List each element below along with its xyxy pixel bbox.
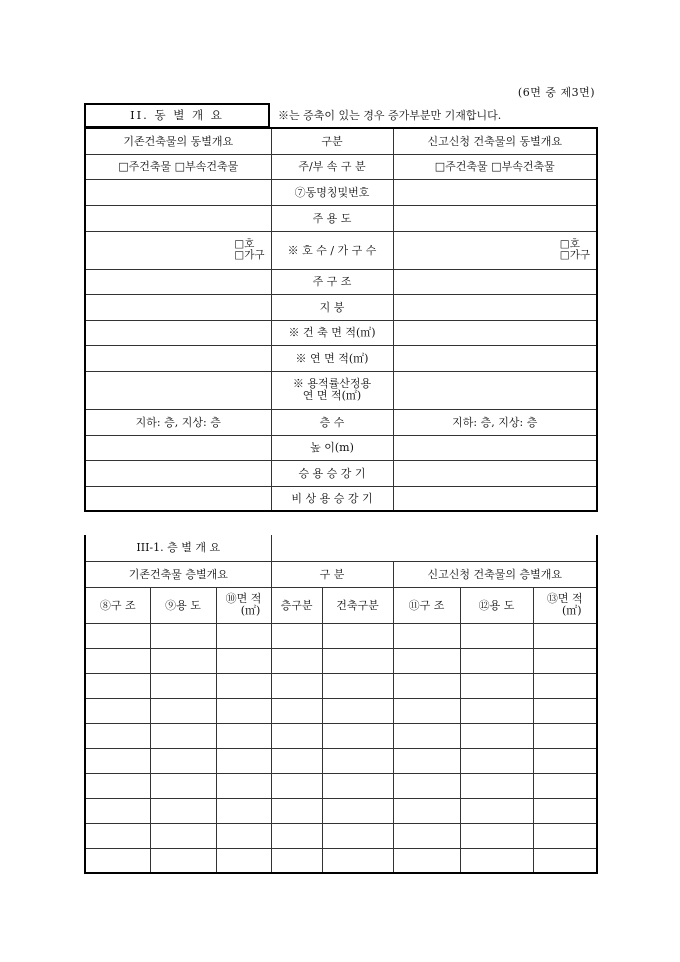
floor-row <box>85 723 597 748</box>
area-13-header <box>533 587 597 623</box>
main-sub-label: 주/부 속 구 분 <box>271 154 393 179</box>
far-area-label <box>271 371 393 409</box>
main-use-label: 주 용 도 <box>271 205 393 231</box>
section3-title-blank <box>271 535 597 561</box>
table-cell[interactable] <box>460 623 533 648</box>
table-cell[interactable] <box>216 823 271 848</box>
division-header: 구분 <box>271 128 393 154</box>
table-cell[interactable] <box>460 748 533 773</box>
building-div-header: 건축구분 <box>322 587 393 623</box>
area-13-header-line1: ⑬면 적 <box>546 592 583 605</box>
table-cell[interactable] <box>533 773 597 798</box>
units-label: ※ 호 수 / 가 구 수 <box>271 231 393 269</box>
reported-main-use-field[interactable] <box>393 205 597 231</box>
table-cell[interactable] <box>216 673 271 698</box>
existing-total-floor-area-field[interactable] <box>85 345 271 371</box>
floor-row <box>85 848 597 873</box>
table-cell[interactable] <box>271 723 322 748</box>
table-cell[interactable] <box>533 848 597 873</box>
existing-building-header: 기존건축물의 동별개요 <box>85 128 271 154</box>
table-cell[interactable] <box>85 823 150 848</box>
floor-row <box>85 823 597 848</box>
table-cell[interactable] <box>393 823 460 848</box>
table-cell[interactable] <box>216 798 271 823</box>
table-cell[interactable] <box>271 698 322 723</box>
table-cell[interactable] <box>393 798 460 823</box>
existing-building-name-field[interactable] <box>85 179 271 205</box>
floor-div-header: 층구분 <box>271 587 322 623</box>
table-cell[interactable] <box>271 848 322 873</box>
floor-division-header: 구 분 <box>271 561 393 587</box>
existing-emergency-elevator-field[interactable] <box>85 486 271 511</box>
table-cell[interactable] <box>271 798 322 823</box>
table-cell[interactable] <box>271 648 322 673</box>
floors-label: 층 수 <box>271 409 393 435</box>
table-cell[interactable] <box>393 773 460 798</box>
table-cell[interactable] <box>393 698 460 723</box>
table-cell[interactable] <box>271 773 322 798</box>
table-cell[interactable] <box>393 623 460 648</box>
table-cell[interactable] <box>322 673 393 698</box>
existing-main-sub-checkboxes[interactable]: □주건축물 □부속건축물 <box>85 154 271 179</box>
table-cell[interactable] <box>322 698 393 723</box>
section2-note: ※는 증축이 있는 경우 증가부분만 기재합니다. <box>278 109 502 122</box>
table-cell[interactable] <box>150 623 216 648</box>
table-cell[interactable] <box>322 798 393 823</box>
table-cell[interactable] <box>533 698 597 723</box>
reported-elevator-field[interactable] <box>393 460 597 486</box>
area-10-header-line2: (㎡) <box>240 604 261 617</box>
section3-title: III-1. 층 별 개 요 <box>85 535 271 561</box>
existing-floors-field[interactable]: 지하: 층, 지상: 층 <box>85 409 271 435</box>
table-cell[interactable] <box>460 698 533 723</box>
floor-row <box>85 798 597 823</box>
table-cell[interactable] <box>533 648 597 673</box>
reported-unit-type-checkboxes[interactable] <box>560 239 596 261</box>
structure-8-header: ⑧구 조 <box>85 587 150 623</box>
table-cell[interactable] <box>533 798 597 823</box>
table-cell[interactable] <box>85 748 150 773</box>
table-cell[interactable] <box>322 723 393 748</box>
table-cell[interactable] <box>216 773 271 798</box>
elevator-label: 승 용 승 강 기 <box>271 460 393 486</box>
unit-ho-checkbox[interactable]: □호 <box>234 238 255 250</box>
table-cell[interactable] <box>85 648 150 673</box>
reported-height-field[interactable] <box>393 435 597 460</box>
reported-structure-field[interactable] <box>393 269 597 294</box>
area-13-header-line2: (㎡) <box>561 604 582 617</box>
reported-building-header: 신고신청 건축물의 동별개요 <box>393 128 597 154</box>
floor-existing-header: 기존건축물 층별개요 <box>85 561 271 587</box>
table-cell[interactable] <box>460 773 533 798</box>
existing-structure-field[interactable] <box>85 269 271 294</box>
reported-roof-field[interactable] <box>393 294 597 320</box>
table-cell[interactable] <box>460 723 533 748</box>
table-cell[interactable] <box>150 773 216 798</box>
reported-emergency-elevator-field[interactable] <box>393 486 597 511</box>
table-cell[interactable] <box>533 723 597 748</box>
existing-unit-type-checkboxes[interactable] <box>234 239 270 261</box>
unit-ho-checkbox[interactable]: □호 <box>559 238 580 250</box>
table-cell[interactable] <box>150 648 216 673</box>
table-cell[interactable] <box>85 723 150 748</box>
reported-units-field[interactable] <box>393 231 597 269</box>
use-9-header: ⑨용 도 <box>150 587 216 623</box>
total-floor-area-label: ※ 연 면 적(㎡) <box>271 345 393 371</box>
reported-far-area-field[interactable] <box>393 371 597 409</box>
table-cell[interactable] <box>85 623 150 648</box>
table-cell[interactable] <box>271 823 322 848</box>
table-cell[interactable] <box>322 823 393 848</box>
floor-row <box>85 623 597 648</box>
table-cell[interactable] <box>393 723 460 748</box>
reported-building-area-field[interactable] <box>393 320 597 345</box>
table-cell[interactable] <box>85 773 150 798</box>
table-cell[interactable] <box>460 848 533 873</box>
structure-label: 주 구 조 <box>271 269 393 294</box>
table-cell[interactable] <box>216 648 271 673</box>
table-cell[interactable] <box>216 723 271 748</box>
table-cell[interactable] <box>271 623 322 648</box>
reported-total-floor-area-field[interactable] <box>393 345 597 371</box>
floor-row <box>85 748 597 773</box>
table-cell[interactable] <box>322 848 393 873</box>
table-cell[interactable] <box>322 773 393 798</box>
table-cell[interactable] <box>533 823 597 848</box>
table-cell[interactable] <box>393 673 460 698</box>
structure-11-header: ⑪구 조 <box>393 587 460 623</box>
area-10-header-line1: ⑩면 적 <box>225 592 262 605</box>
far-area-label-line2: 연 면 적(㎡) <box>302 389 362 402</box>
height-label: 높 이(m) <box>271 435 393 460</box>
reported-floors-field[interactable]: 지하: 층, 지상: 층 <box>393 409 597 435</box>
table-cell[interactable] <box>393 748 460 773</box>
table-cell[interactable] <box>85 848 150 873</box>
floor-row <box>85 673 597 698</box>
table-cell[interactable] <box>150 798 216 823</box>
section2-title: II. 동 별 개 요 <box>84 103 270 128</box>
table-cell[interactable] <box>85 798 150 823</box>
floor-row <box>85 648 597 673</box>
table-cell[interactable] <box>85 673 150 698</box>
table-cell[interactable] <box>533 623 597 648</box>
floor-row <box>85 773 597 798</box>
table-cell[interactable] <box>216 748 271 773</box>
table-cell[interactable] <box>460 798 533 823</box>
table-cell[interactable] <box>216 698 271 723</box>
floor-overview-table <box>84 535 598 874</box>
existing-units-field[interactable] <box>85 231 271 269</box>
reported-main-sub-checkboxes[interactable]: □주건축물 □부속건축물 <box>393 154 597 179</box>
table-cell[interactable] <box>150 673 216 698</box>
table-cell[interactable] <box>150 823 216 848</box>
table-cell[interactable] <box>150 723 216 748</box>
table-cell[interactable] <box>393 848 460 873</box>
table-cell[interactable] <box>322 748 393 773</box>
table-cell[interactable] <box>271 748 322 773</box>
table-cell[interactable] <box>271 673 322 698</box>
emergency-elevator-label: 비 상 용 승 강 기 <box>271 486 393 511</box>
table-cell[interactable] <box>393 648 460 673</box>
unit-gagu-checkbox[interactable]: □가구 <box>234 249 265 261</box>
floor-row <box>85 698 597 723</box>
table-cell[interactable] <box>216 848 271 873</box>
existing-roof-field[interactable] <box>85 294 271 320</box>
table-cell[interactable] <box>216 623 271 648</box>
existing-main-use-field[interactable] <box>85 205 271 231</box>
building-name-label: ⑦동명칭및번호 <box>271 179 393 205</box>
table-cell[interactable] <box>322 623 393 648</box>
floor-reported-header: 신고신청 건축물의 층별개요 <box>393 561 597 587</box>
unit-gagu-checkbox[interactable]: □가구 <box>559 249 590 261</box>
existing-building-area-field[interactable] <box>85 320 271 345</box>
existing-height-field[interactable] <box>85 435 271 460</box>
table-cell[interactable] <box>150 748 216 773</box>
use-12-header: ⑫용 도 <box>460 587 533 623</box>
far-area-label-line1: ※ 용적률산정용 <box>292 377 372 390</box>
page-number: (6면 중 제3면) <box>517 86 595 99</box>
table-cell[interactable] <box>533 673 597 698</box>
building-overview-table <box>84 127 598 512</box>
existing-far-area-field[interactable] <box>85 371 271 409</box>
table-cell[interactable] <box>460 648 533 673</box>
table-cell[interactable] <box>460 823 533 848</box>
table-cell[interactable] <box>150 698 216 723</box>
table-cell[interactable] <box>150 848 216 873</box>
table-cell[interactable] <box>460 673 533 698</box>
roof-label: 지 붕 <box>271 294 393 320</box>
table-cell[interactable] <box>85 698 150 723</box>
building-area-label: ※ 건 축 면 적(㎡) <box>271 320 393 345</box>
table-cell[interactable] <box>322 648 393 673</box>
existing-elevator-field[interactable] <box>85 460 271 486</box>
reported-building-name-field[interactable] <box>393 179 597 205</box>
table-cell[interactable] <box>533 748 597 773</box>
area-10-header <box>216 587 271 623</box>
